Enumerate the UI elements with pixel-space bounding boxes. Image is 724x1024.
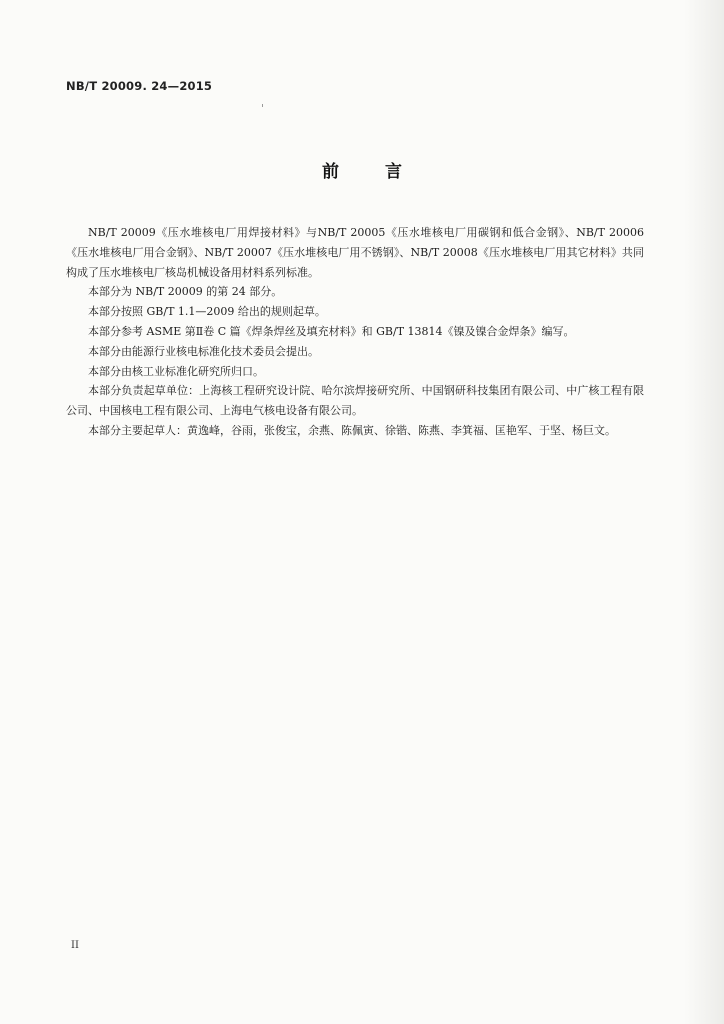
foreword-paragraph: 本部分负责起草单位：上海核工程研究设计院、哈尔滨焊接研究所、中国钢研科技集团有限公司、中广核工程有限公司、中国核电工程有限公司、上海电气核电设备有限公司。 [66,384,644,418]
foreword-paragraph: NB/T 20009《压水堆核电厂用焊接材料》与NB/T 20005《压水堆核电厂用碳钢和低合金钢》、NB/T 20006《压水堆核电厂用合金钢》、NB/T 20007《压水堆核电厂用不锈钢》、NB/T 20008《压水堆核电厂用其它材料》共同构成了压水堆核电厂核岛机械设备用材料系列标准。 [66,226,644,279]
page-title: 前言 [322,162,448,182]
foreword-body [66,223,644,441]
foreword-paragraph: 本部分为 NB/T 20009 的第 24 部分。 [88,285,283,299]
standard-number: NB/T 20009. 24—2015 [66,79,213,93]
scan-mark [262,104,263,107]
foreword-paragraph: 本部分参考 ASME 第Ⅱ卷 C 篇《焊条焊丝及填充材料》和 GB/T 13814《镍及镍合金焊条》编写。 [88,324,575,338]
page-number: II [71,940,79,951]
foreword-paragraph: 本部分主要起草人：黄逸峰，谷雨，张俊宝，余燕、陈佩寅、徐锴、陈燕、李箕福、匡艳军、于坚、杨巨文。 [88,423,616,437]
page-edge-shadow [684,0,724,1024]
foreword-paragraph: 本部分按照 GB/T 1.1—2009 给出的规则起草。 [88,305,326,319]
foreword-paragraph: 本部分由能源行业核电标准化技术委员会提出。 [88,344,319,358]
foreword-paragraph: 本部分由核工业标准化研究所归口。 [88,364,264,378]
